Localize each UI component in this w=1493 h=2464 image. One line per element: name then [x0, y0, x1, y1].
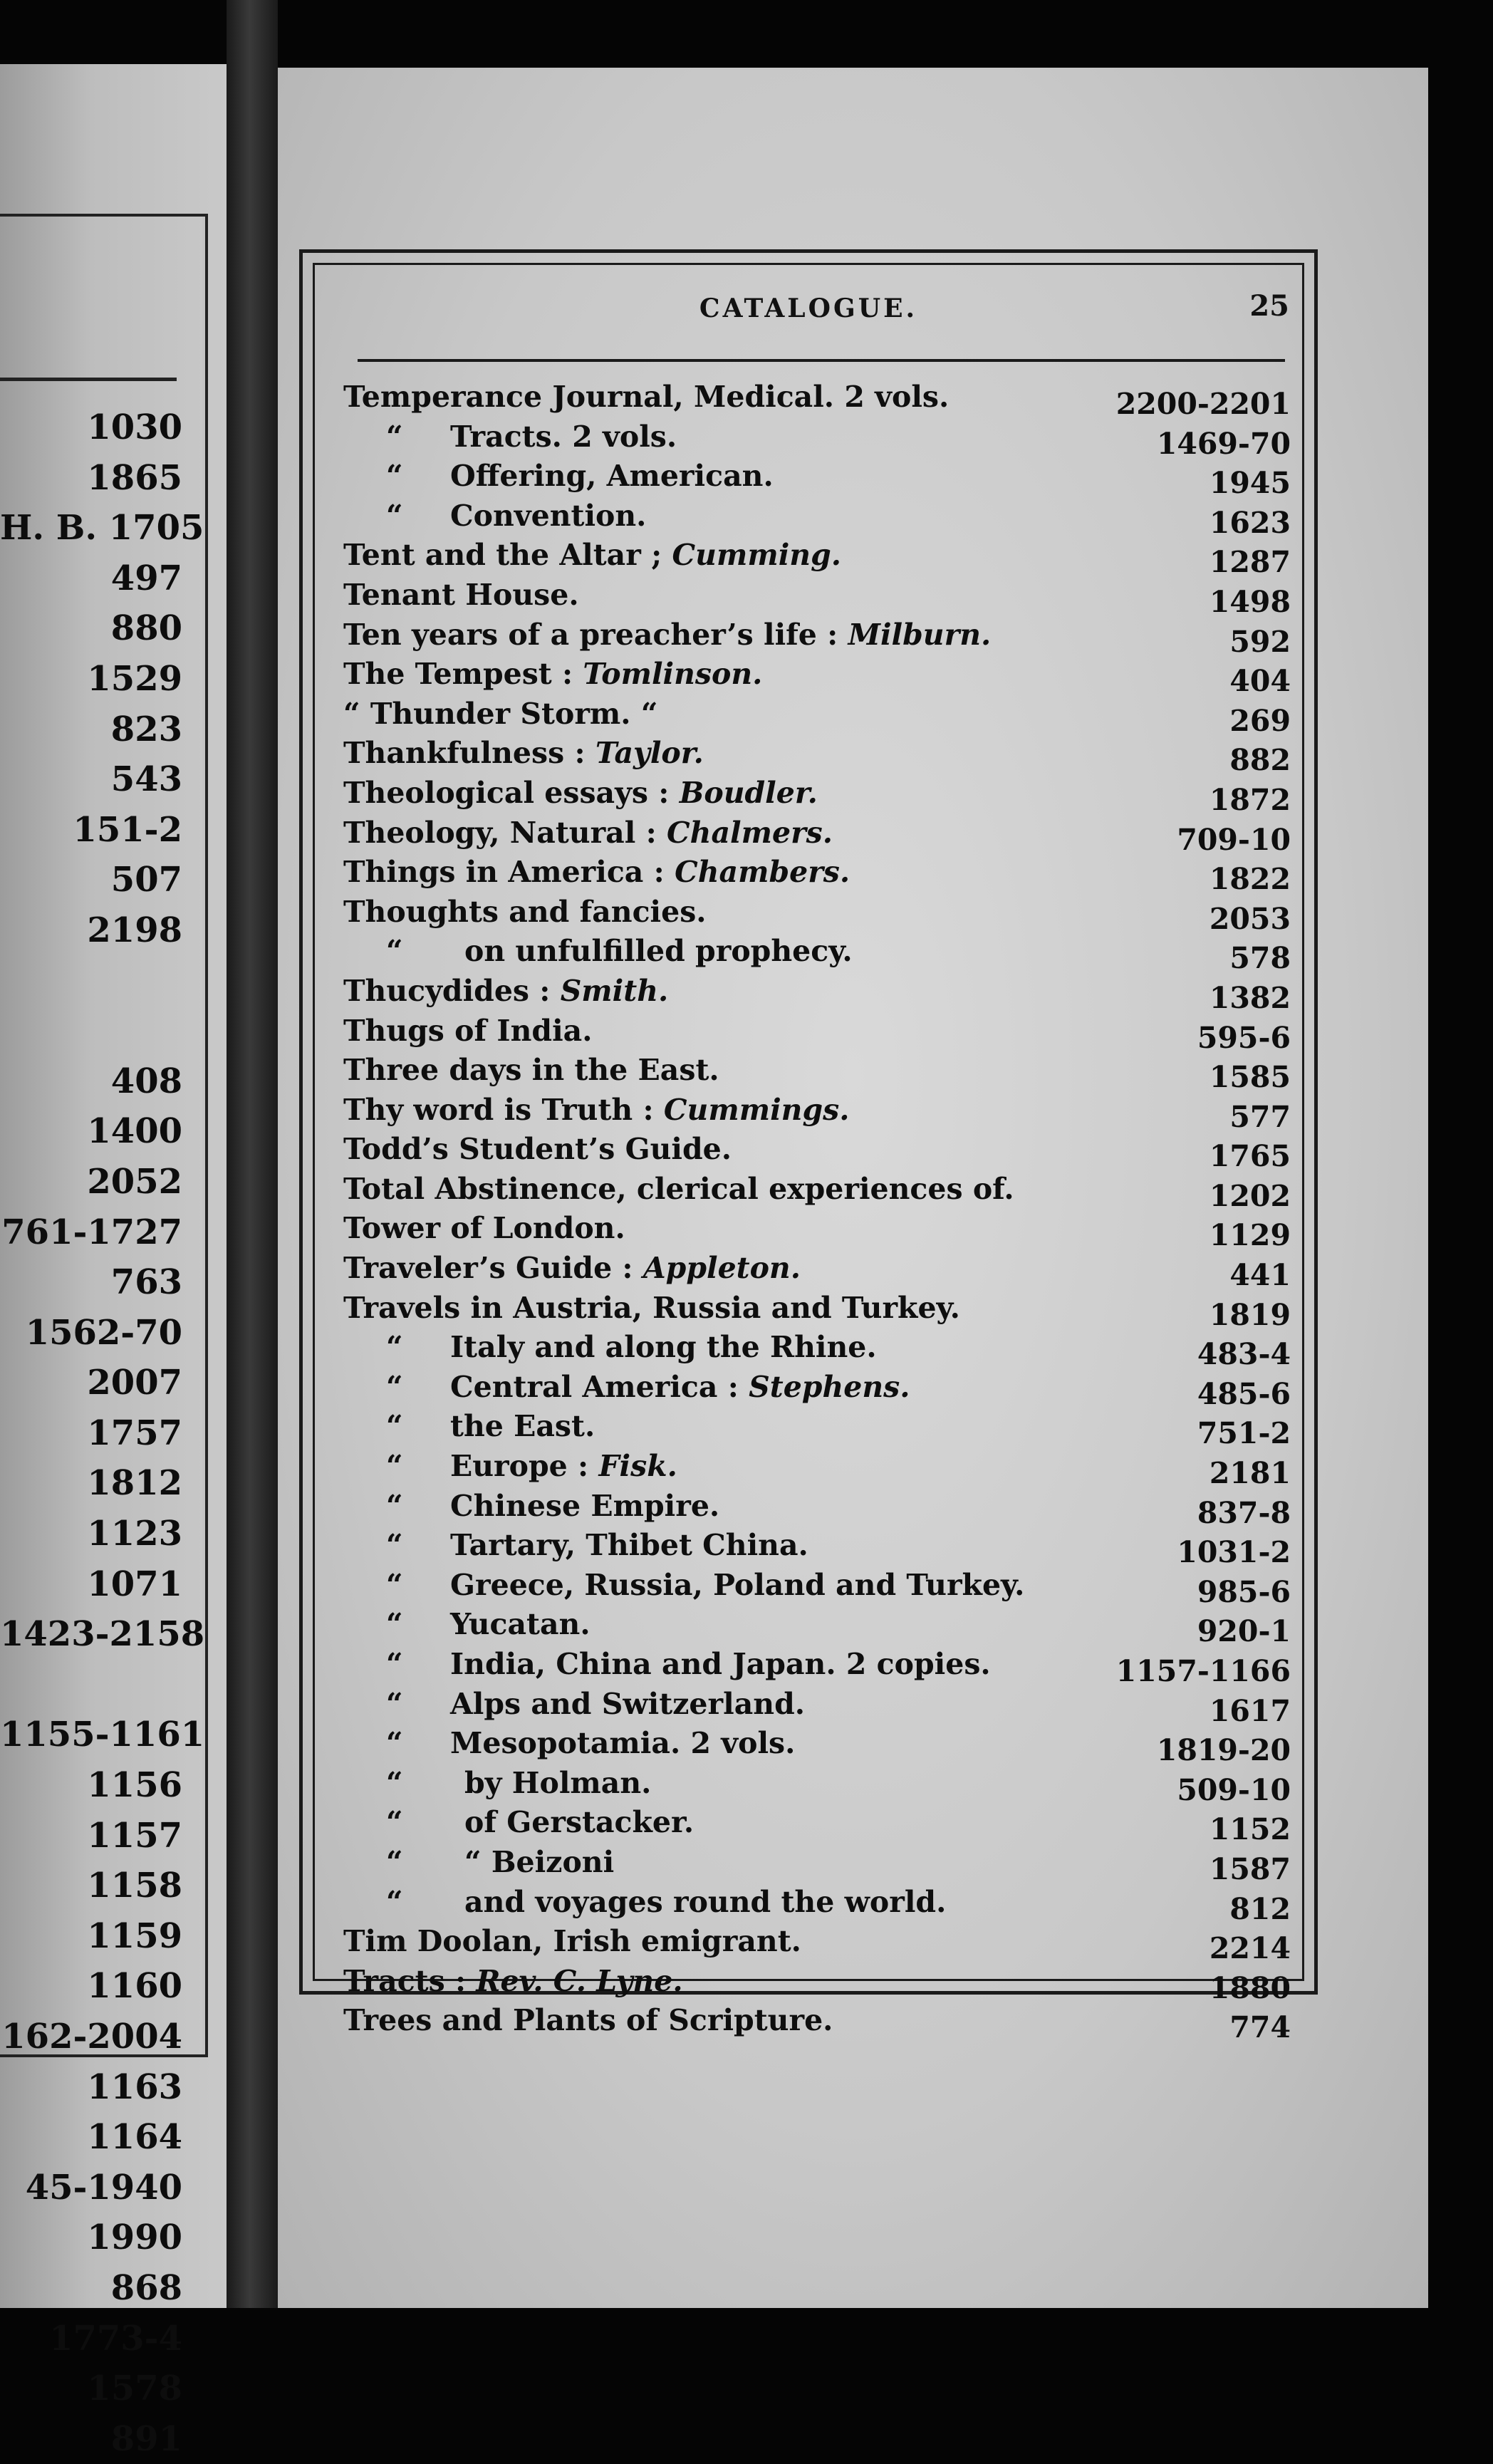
entry-number: 269	[1229, 703, 1291, 738]
catalogue-entry	[343, 813, 1291, 857]
entry-number: 483-4	[1197, 1337, 1291, 1372]
catalogue-entry	[343, 734, 1291, 778]
entry-title	[343, 1012, 592, 1051]
entry-author: Chalmers.	[667, 815, 833, 850]
entry-title-text: Thucydides :	[343, 973, 561, 1008]
catalogue-entry	[343, 615, 1291, 659]
entry-title-text: on unfulfilled prophecy.	[464, 934, 853, 969]
entry-title-text: India, China and Japan. 2 copies.	[450, 1647, 991, 1681]
catalogue-entry	[343, 1724, 1291, 1768]
entry-title-text: Traveler’s Guide :	[343, 1251, 643, 1286]
ditto-mark: “	[386, 1607, 403, 1642]
entry-title	[343, 1170, 1014, 1210]
entry-author: Boudler.	[679, 775, 818, 810]
entry-number: 1152	[1209, 1812, 1291, 1847]
left-page-number: 1160	[87, 1966, 182, 2007]
entry-number: 1585	[1209, 1060, 1291, 1095]
entry-number: 1382	[1209, 980, 1291, 1015]
catalogue-entry	[343, 1685, 1291, 1728]
entry-author: Milburn.	[848, 617, 992, 652]
left-page-number: 891	[110, 2418, 182, 2459]
entry-title-text: Tenant House.	[343, 577, 579, 612]
entry-title	[343, 655, 762, 695]
entry-title-text: and voyages round the world.	[464, 1884, 947, 1919]
ditto-mark: “	[386, 1686, 403, 1721]
left-page-number: 1578	[87, 2369, 182, 2409]
ditto-mark: “	[386, 1765, 403, 1800]
entry-number: 1498	[1209, 584, 1291, 619]
left-page-number: 1159	[87, 1915, 182, 1956]
left-page-numbers	[0, 402, 205, 2464]
left-page-number: 1812	[87, 1463, 182, 1504]
entry-title	[343, 1051, 719, 1091]
entry-title-text: The Tempest :	[343, 657, 583, 692]
entry-title	[450, 1724, 795, 1764]
catalogue-entry	[343, 1487, 1291, 1530]
left-page-number: 2007	[87, 1363, 182, 1403]
left-page-number: 1562-70	[25, 1312, 182, 1353]
catalogue-entry	[343, 1012, 1291, 1055]
entry-title-text: Thugs of India.	[343, 1013, 593, 1048]
entry-title-text: Three days in the East.	[343, 1053, 719, 1088]
catalogue-entry	[343, 1447, 1291, 1491]
entry-title-text: Thoughts and fancies.	[343, 894, 707, 929]
catalogue-entry	[343, 417, 1291, 461]
left-page-number: 823	[110, 709, 182, 749]
entry-number: 2053	[1209, 901, 1291, 936]
left-page-number: 2198	[87, 910, 182, 950]
entry-number: 1157-1166	[1115, 1654, 1291, 1688]
catalogue-entry	[343, 536, 1291, 580]
entry-number: 441	[1229, 1258, 1291, 1293]
entry-title-text: Tower of London.	[343, 1211, 625, 1246]
entry-title-text: Alps and Switzerland.	[450, 1686, 806, 1721]
left-page-number: 761-1727	[1, 1212, 182, 1252]
ditto-mark: “	[386, 459, 403, 494]
entry-title	[343, 1130, 732, 1170]
entry-title	[450, 417, 677, 457]
entry-title-text: Thy word is Truth :	[343, 1092, 664, 1127]
entry-title-text: Todd’s Student’s Guide.	[343, 1132, 732, 1167]
entry-title	[464, 1764, 651, 1804]
entry-title	[450, 1487, 719, 1527]
ditto-mark: “	[386, 498, 403, 533]
catalogue-entry	[343, 1526, 1291, 1570]
entry-title	[343, 813, 833, 853]
entry-title-text: Mesopotamia. 2 vols.	[450, 1726, 796, 1761]
entry-number: 485-6	[1197, 1376, 1291, 1411]
entry-title-text: Tent and the Altar ;	[343, 538, 672, 573]
entry-number: 985-6	[1197, 1574, 1291, 1609]
left-page-number: 507	[110, 860, 182, 900]
left-page-number	[0, 1660, 182, 1710]
entry-number: 1129	[1209, 1218, 1291, 1253]
entry-title	[450, 457, 774, 497]
left-page-number: 1773-4	[49, 2318, 182, 2359]
entry-title	[464, 932, 853, 972]
left-page-number: 2052	[87, 1161, 182, 1202]
entry-number: 1587	[1209, 1851, 1291, 1886]
entry-number: 595-6	[1197, 1020, 1291, 1055]
catalogue-entry	[343, 774, 1291, 817]
catalogue-entry	[343, 1328, 1291, 1372]
entry-number: 592	[1229, 624, 1291, 659]
catalogue-entry	[343, 1803, 1291, 1847]
left-page-number: 408	[110, 1061, 182, 1101]
catalogue-entry	[343, 1249, 1291, 1293]
ditto-mark: “	[386, 1726, 403, 1761]
left-page-number: 1157	[87, 1815, 182, 1856]
entry-author: Taylor.	[595, 736, 704, 771]
entry-author: Stephens.	[749, 1369, 910, 1404]
entry-title-text: “ Beizoni	[464, 1844, 615, 1879]
entry-title	[450, 1368, 910, 1408]
entry-number: 1945	[1209, 466, 1291, 501]
entry-number: 751-2	[1197, 1416, 1291, 1451]
entry-title	[343, 1289, 960, 1329]
entry-title	[343, 378, 949, 417]
entry-title-text: Things in America :	[343, 855, 675, 890]
catalogue-entry	[343, 378, 1291, 421]
catalogue-entry	[343, 1407, 1291, 1451]
entry-author: Tomlinson.	[583, 657, 763, 692]
catalogue-entry	[343, 853, 1291, 897]
left-page-rule	[0, 378, 177, 381]
left-page-number: 1030	[87, 407, 182, 447]
entry-title	[464, 1803, 694, 1843]
page-border	[299, 249, 1318, 2045]
entry-title	[343, 1962, 683, 2002]
entry-number: 1617	[1209, 1693, 1291, 1728]
catalogue-entry	[343, 1170, 1291, 1213]
entry-title-text: Theology, Natural :	[343, 815, 667, 850]
ditto-mark: “	[386, 1409, 403, 1444]
left-page-number: 1163	[87, 2067, 182, 2107]
entry-title	[450, 1407, 595, 1447]
page-inner-border	[313, 263, 1304, 2045]
entry-author: Rev. C. Lyne.	[476, 1963, 683, 1998]
left-page-number: 162-2004	[1, 2017, 182, 2057]
entry-number: 1287	[1209, 545, 1291, 580]
left-page-number: 1156	[87, 1765, 182, 1806]
catalogue-entry	[343, 1130, 1291, 1174]
entry-author: Cummings.	[663, 1092, 850, 1127]
entry-number: 1822	[1209, 862, 1291, 897]
ditto-mark: “	[386, 1647, 403, 1681]
entry-title	[464, 1883, 946, 1923]
entry-number: 1819-20	[1156, 1733, 1291, 1768]
entry-title	[450, 1328, 877, 1368]
entry-title-text: of Gerstacker.	[464, 1805, 695, 1840]
entry-title-text: Convention.	[450, 498, 647, 533]
entry-title	[464, 1843, 614, 1883]
page-header	[315, 289, 1302, 336]
left-page-number: 1400	[87, 1111, 182, 1152]
ditto-mark: “	[386, 934, 403, 969]
catalogue-entry	[343, 1764, 1291, 1807]
entry-title-text: Italy and along the Rhine.	[450, 1330, 877, 1365]
page-title: CATALOGUE.	[699, 293, 918, 323]
left-page-number: 1529	[87, 658, 182, 699]
ditto-mark: “	[386, 1528, 403, 1563]
entry-number: 920-1	[1197, 1614, 1291, 1649]
entry-number: 1202	[1209, 1178, 1291, 1213]
left-page-number: 1123	[87, 1514, 182, 1554]
left-page-number	[0, 956, 182, 1007]
left-page-number: 543	[110, 759, 182, 800]
entry-title	[450, 1645, 991, 1685]
catalogue-entry	[343, 2001, 1291, 2045]
catalogue-entry	[343, 1289, 1291, 1332]
left-page-number: 1158	[87, 1866, 182, 1906]
catalogue-entry	[343, 1091, 1291, 1134]
entry-title-text: “ Thunder Storm. “	[343, 696, 658, 731]
entry-number: 577	[1229, 1099, 1291, 1134]
entry-number: 578	[1229, 941, 1291, 976]
entry-title-text: by Holman.	[464, 1765, 652, 1800]
entry-author: Fisk.	[598, 1449, 677, 1484]
left-page-number: 1865	[87, 457, 182, 498]
catalogue-entry	[343, 695, 1291, 738]
entry-title	[450, 1526, 808, 1566]
entry-author: Chambers.	[675, 855, 850, 890]
entry-title	[450, 1566, 1024, 1606]
entry-number: 774	[1229, 2010, 1291, 2045]
catalogue-entry	[343, 1566, 1291, 1609]
left-page-number: 151-2	[73, 809, 182, 850]
entry-title	[343, 695, 657, 734]
entry-title-text: Tracts :	[343, 1963, 477, 1998]
entry-number: 1765	[1209, 1139, 1291, 1174]
catalogue-entry	[343, 457, 1291, 501]
left-page-number: 1757	[87, 1413, 182, 1453]
left-page-number: 1071	[87, 1564, 182, 1604]
entry-title-text: Thankfulness :	[343, 736, 595, 771]
ditto-mark: “	[386, 1805, 403, 1840]
catalogue-entry	[343, 1605, 1291, 1649]
entry-title-text: Trees and Plants of Scripture.	[343, 2003, 833, 2038]
entry-title	[450, 1685, 805, 1725]
catalogue-entry	[343, 1209, 1291, 1253]
entry-number: 404	[1229, 664, 1291, 699]
entry-title-text: Total Abstinence, clerical experiences of.	[343, 1171, 1014, 1206]
entry-number: 812	[1229, 1891, 1291, 1926]
entry-number: 2200-2201	[1115, 387, 1291, 421]
left-page-number: 880	[110, 608, 182, 649]
catalogue-entry	[343, 1368, 1291, 1411]
left-page-number: 1423-2158	[0, 1614, 205, 1655]
entry-title-text: Chinese Empire.	[450, 1488, 720, 1523]
catalogue-entry	[343, 1645, 1291, 1688]
entry-title	[450, 497, 646, 536]
catalogue-entry	[343, 576, 1291, 619]
entry-title-text: the East.	[450, 1409, 595, 1444]
catalogue-page	[278, 68, 1428, 2308]
catalogue-entry	[343, 893, 1291, 936]
book-gutter	[227, 0, 278, 2308]
page-number: 25	[1249, 289, 1289, 323]
entry-title	[343, 853, 850, 893]
ditto-mark: “	[386, 1369, 403, 1404]
entry-number: 1819	[1209, 1297, 1291, 1332]
entry-number: 709-10	[1177, 822, 1291, 857]
catalogue-entry	[343, 655, 1291, 699]
left-page-number: 45-1940	[25, 2167, 182, 2208]
entry-title-text: Ten years of a preacher’s life :	[343, 617, 848, 652]
entry-title	[343, 972, 668, 1012]
catalogue-entry	[343, 972, 1291, 1015]
entry-number: 2181	[1209, 1456, 1291, 1491]
ditto-mark: “	[386, 1330, 403, 1365]
ditto-mark: “	[386, 1844, 403, 1879]
left-page-number	[0, 1006, 182, 1056]
entry-number: 1469-70	[1156, 426, 1291, 461]
entry-title	[343, 2001, 833, 2041]
entry-title-text: Europe :	[450, 1449, 599, 1484]
catalogue-entry	[343, 497, 1291, 540]
entry-number: 1623	[1209, 505, 1291, 540]
entry-title-text: Tartary, Thibet China.	[450, 1528, 808, 1563]
entry-number: 2214	[1209, 1931, 1291, 1966]
entry-title	[450, 1447, 677, 1487]
entry-title-text: Temperance Journal, Medical. 2 vols.	[343, 380, 950, 414]
entry-title	[343, 734, 704, 774]
catalogue-entry	[343, 932, 1291, 976]
entry-title-text: Offering, American.	[450, 459, 774, 494]
ditto-mark: “	[386, 1449, 403, 1484]
entry-author: Appleton.	[643, 1251, 801, 1286]
entry-number: 1872	[1209, 782, 1291, 817]
entry-number: 509-10	[1177, 1772, 1291, 1807]
entry-title	[343, 576, 579, 615]
entry-author: Cumming.	[672, 538, 842, 573]
entry-title	[343, 615, 991, 655]
left-page-number: 1990	[87, 2218, 182, 2258]
catalogue-entry	[343, 1883, 1291, 1926]
catalogue-entry	[343, 1962, 1291, 2005]
entry-title-text: Greece, Russia, Poland and Turkey.	[450, 1567, 1025, 1602]
entry-title	[343, 893, 707, 932]
catalogue-entry	[343, 1922, 1291, 1966]
entry-title-text: Central America :	[450, 1369, 749, 1404]
entry-title-text: Travels in Austria, Russia and Turkey.	[343, 1290, 960, 1325]
entry-title	[343, 1091, 850, 1130]
left-page-number: 1155-1161	[0, 1715, 205, 1755]
left-page	[0, 64, 227, 2459]
entry-title	[343, 1209, 625, 1249]
entry-title	[343, 774, 818, 813]
entry-number: 882	[1229, 743, 1291, 778]
entry-title-text: Theological essays :	[343, 775, 680, 810]
entry-number: 837-8	[1197, 1495, 1291, 1530]
entry-title-text: Tim Doolan, Irish emigrant.	[343, 1924, 801, 1959]
ditto-mark: “	[386, 1884, 403, 1919]
entry-title	[450, 1605, 591, 1645]
entry-title	[343, 1922, 801, 1962]
catalogue-entry	[343, 1843, 1291, 1886]
left-page-number: H. B. 1705	[0, 508, 204, 549]
catalogue-entries	[343, 378, 1291, 2045]
header-rule	[358, 359, 1285, 362]
catalogue-entry	[343, 1051, 1291, 1095]
ditto-mark: “	[386, 1567, 403, 1602]
entry-author: Smith.	[560, 973, 669, 1008]
left-page-number: 763	[110, 1262, 182, 1303]
entry-title	[343, 536, 841, 576]
ditto-mark: “	[386, 1488, 403, 1523]
left-page-number: 497	[110, 558, 182, 598]
entry-title-text: Yucatan.	[450, 1607, 591, 1642]
entry-title	[343, 1249, 801, 1289]
left-page-number: 1164	[87, 2117, 182, 2158]
entry-number: 1031-2	[1177, 1535, 1291, 1570]
left-page-number: 868	[110, 2267, 182, 2308]
ditto-mark: “	[386, 419, 403, 454]
entry-number: 1880	[1209, 1970, 1291, 2005]
entry-title-text: Tracts. 2 vols.	[450, 419, 677, 454]
